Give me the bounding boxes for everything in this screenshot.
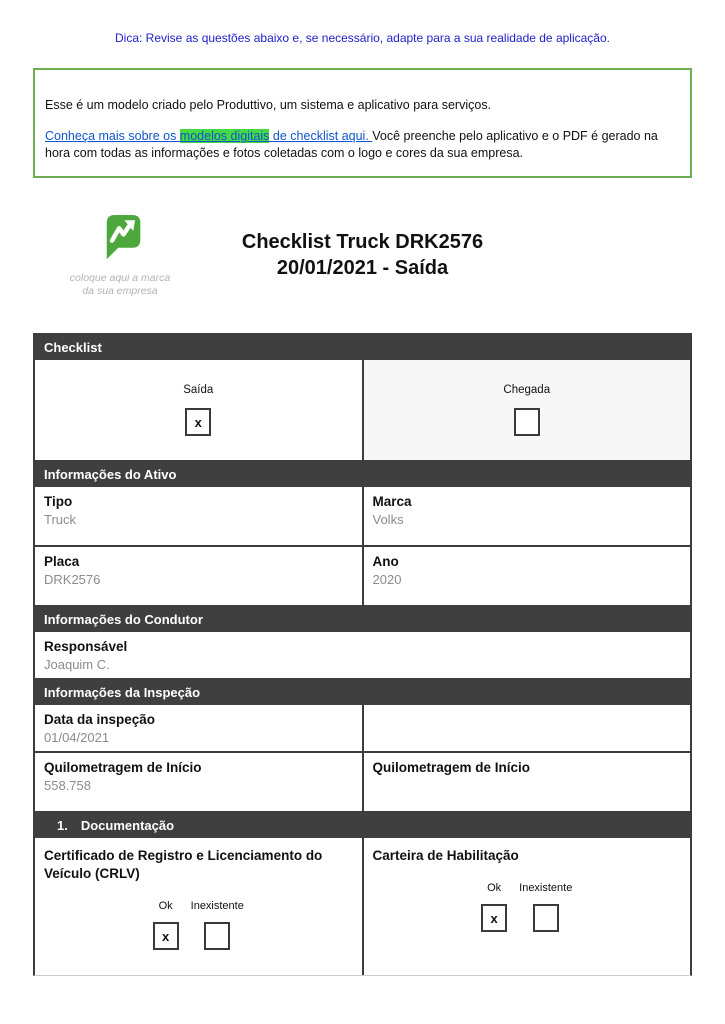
- marca-cell: [362, 487, 691, 545]
- saida-label: Saída: [183, 384, 214, 396]
- section-header-condutor-label: Informações do Condutor: [44, 612, 203, 627]
- ano-label: Ano: [372, 554, 399, 569]
- logo-caption-line-1: coloque aqui a marca: [69, 272, 171, 284]
- chegada-checkbox[interactable]: [514, 408, 540, 436]
- responsavel-value: Joaquim C.: [44, 657, 110, 672]
- link-highlighted-text: modelos digitais: [179, 129, 270, 143]
- habilitacao-inexistente-option: [519, 882, 572, 932]
- section-header-checklist: [35, 335, 690, 360]
- crlv-inexistente-label: Inexistente: [190, 900, 244, 912]
- habilitacao-inexistente-checkbox[interactable]: [533, 904, 559, 932]
- saida-checkbox[interactable]: x: [185, 408, 211, 436]
- ativo-row-2: [35, 547, 690, 607]
- placa-cell: [35, 547, 362, 605]
- ano-cell: [362, 547, 691, 605]
- condutor-row: [35, 632, 690, 680]
- data-inspecao-cell: [35, 705, 362, 751]
- responsavel-cell: [35, 632, 690, 678]
- ano-value: 2020: [372, 572, 402, 587]
- document-header: [0, 210, 725, 305]
- marca-label: Marca: [372, 494, 412, 509]
- crlv-options: [44, 900, 353, 950]
- habilitacao-options: [373, 882, 682, 932]
- habilitacao-ok-label: Ok: [487, 882, 502, 894]
- placa-label: Placa: [44, 554, 80, 569]
- section-header-ativo: [35, 462, 690, 487]
- section-header-ativo-label: Informações do Ativo: [44, 467, 177, 482]
- section-header-documentacao: [35, 813, 690, 838]
- crlv-ok-label: Ok: [158, 900, 173, 912]
- tipo-label: Tipo: [44, 494, 73, 509]
- direction-check-row: [35, 360, 690, 462]
- tipo-value: Truck: [44, 512, 77, 527]
- habilitacao-title: Carteira de Habilitação: [372, 848, 519, 863]
- habilitacao-cell: [362, 838, 691, 975]
- tipo-cell: [35, 487, 362, 545]
- data-inspecao-value: 01/04/2021: [44, 730, 110, 745]
- placa-value: DRK2576: [44, 572, 101, 587]
- saida-cell: [35, 360, 362, 460]
- crlv-ok-option: [153, 900, 179, 950]
- section-header-documentacao-label: Documentação: [80, 818, 175, 833]
- page-title-line-1: Checklist Truck DRK2576: [241, 231, 484, 253]
- logo-caption-line-2: da sua empresa: [82, 285, 158, 297]
- inspecao-data-row: [35, 705, 690, 753]
- habilitacao-ok-checkbox[interactable]: x: [481, 904, 507, 932]
- crlv-inexistente-checkbox[interactable]: [204, 922, 230, 950]
- section-header-inspecao: [35, 680, 690, 705]
- promo-line-1: Esse é um modelo criado pelo Produttivo, um sistema e aplicativo para serviços.: [45, 98, 492, 112]
- km-inicio-left-label: Quilometragem de Início: [44, 760, 202, 775]
- inspecao-empty-cell: [362, 705, 691, 751]
- km-inicio-left-cell: [35, 753, 362, 811]
- marca-value: Volks: [372, 512, 404, 527]
- section-header-inspecao-label: Informações da Inspeção: [44, 685, 201, 700]
- logo-placeholder: [40, 212, 200, 298]
- km-inicio-left-value: 558.758: [44, 778, 91, 793]
- documentacao-items-row: [35, 838, 690, 975]
- tip-text: Dica: Revise as questões abaixo e, se necessário, adapte para a sua realidade de aplicação.: [115, 31, 610, 45]
- promo-line-2: [45, 128, 678, 162]
- page-title-line-2: 20/01/2021 - Saída: [276, 257, 449, 279]
- section-header-checklist-label: Checklist: [44, 340, 102, 355]
- logo-caption: [40, 272, 200, 298]
- checklist-table: [33, 333, 692, 976]
- quilometragem-row: [35, 753, 690, 813]
- km-inicio-right-label: Quilometragem de Início: [372, 760, 531, 775]
- habilitacao-inexistente-label: Inexistente: [519, 882, 573, 894]
- crlv-ok-checkbox[interactable]: x: [153, 922, 179, 950]
- ativo-row-1: [35, 487, 690, 547]
- produttivo-logo-icon: [97, 212, 143, 264]
- crlv-cell: [35, 838, 362, 975]
- checklist-models-link[interactable]: [45, 129, 372, 143]
- promo-box: [33, 68, 692, 178]
- responsavel-label: Responsável: [44, 639, 128, 654]
- promo-line-2-rest: Você preenche pelo aplicativo e o PDF é gerado na hora com todas as informações e fotos coletadas com o logo e cores da sua empresa.: [45, 129, 658, 160]
- documentacao-number: 1.: [57, 818, 68, 833]
- data-inspecao-label: Data da inspeção: [44, 712, 156, 727]
- km-inicio-right-cell: [362, 753, 691, 811]
- crlv-inexistente-option: [191, 900, 244, 950]
- crlv-title: Certificado de Registro e Licenciamento do Veículo (CRLV): [44, 848, 323, 881]
- link-text-end: de checklist aqui.: [269, 129, 373, 143]
- chegada-label: Chegada: [503, 384, 551, 396]
- link-text-start: Conheça mais sobre os: [45, 129, 180, 143]
- chegada-cell: [362, 360, 691, 460]
- habilitacao-ok-option: [481, 882, 507, 932]
- section-header-condutor: [35, 607, 690, 632]
